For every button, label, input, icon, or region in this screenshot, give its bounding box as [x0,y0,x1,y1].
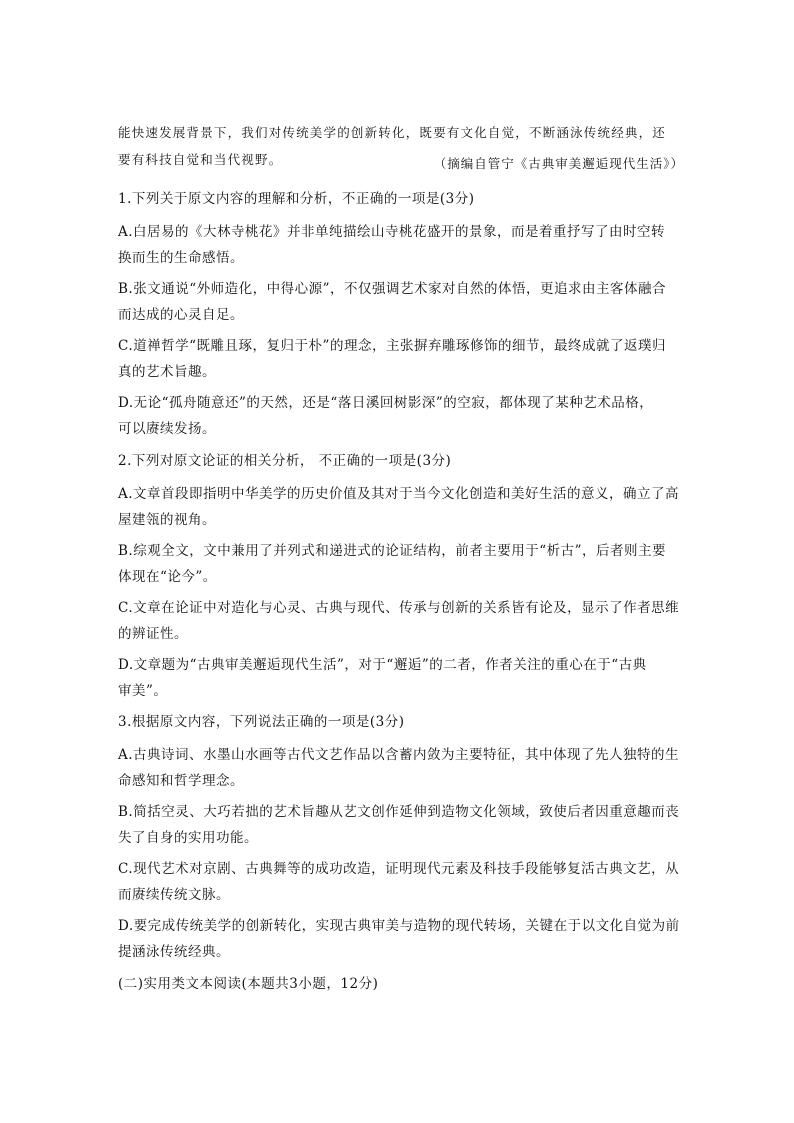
source-citation: （摘编自管宁《古典审美邂逅现代生活》） [433,156,684,171]
question-3-option-a [118,742,678,794]
question-1-option-a [118,219,678,271]
option-line: 而赓续传统文脉。 [118,887,230,903]
question-3-option-c [118,856,678,908]
question-3-option-b [118,799,678,851]
option-line: D.无论“孤舟随意还”的天然，还是“落日溪回树影深”的空寂，都体现了某种艺术品格， [118,395,654,411]
option-line: B.综观全文，文中兼用了并列式和递进式的论证结构，前者主要用于“析古”，后者则主要 [118,543,667,559]
question-2-option-b [118,538,678,590]
question-1-option-d [118,390,678,442]
option-line: 命感知和哲学理念。 [118,773,244,789]
option-line: 体现在“论今”。 [118,569,217,585]
intro-line-1: 能快速发展背景下，我们对传统美学的创新转化，既要有文化自觉，不断涵泳传统经典，还 [118,125,667,140]
option-line: C.道禅哲学“既雕且琢，复归于朴”的理念，主张摒弃雕琢修饰的细节，最终成就了返璞归 [118,338,666,354]
option-line: 可以赓续发扬。 [118,421,216,437]
option-line: 的辨证性。 [118,626,188,642]
question-2-option-c [118,595,678,647]
question-3-stem [118,709,678,735]
intro-line-2: 要有科技自觉和当代视野。 [118,152,283,167]
question-2-stem-text: 2.下列对原文论证的相关分析， 不正确的一项是(3分) [118,453,452,469]
exam-page [118,0,684,1123]
option-line: D.文章题为“古典审美邂逅现代生活”，对于“邂逅”的二者，作者关注的重心在于“古典 [118,657,647,673]
option-line: D.要完成传统美学的创新转化，实现古典审美与造物的现代转场，关键在于以文化自觉为前 [118,918,680,934]
option-line: A.白居易的《大林寺桃花》并非单纯描绘山寺桃花盛开的景象，而是着重抒写了由时空转 [118,224,666,240]
question-3-stem-text: 3.根据原文内容，下列说法正确的一项是(3分) [118,714,405,730]
option-line: A.文章首段即指明中华美学的历史价值及其对于当今文化创造和美好生活的意义，确立了高 [118,486,680,502]
option-line: 真的艺术旨趣。 [118,364,216,380]
option-line: 审美”。 [118,683,168,699]
question-2-stem [118,448,678,474]
question-2-option-a [118,481,678,533]
question-1-option-b [118,276,678,328]
option-line: 换而生的生命感悟。 [118,250,244,266]
option-line: 屋建瓴的视角。 [118,512,216,528]
question-1-stem-text: 1.下列关于原文内容的理解和分析，不正确的一项是(3分) [118,191,475,207]
question-1-option-c [118,333,678,385]
option-line: C.文章在论证中对造化与心灵、古典与现代、传承与创新的关系皆有论及，显示了作者思维 [118,600,680,616]
option-line: 失了自身的实用功能。 [118,830,258,846]
option-line: B.简括空灵、大巧若拙的艺术旨趣从艺文创作延伸到造物文化领域，致使后者因重意趣而丧 [118,804,680,820]
option-line: 提涵泳传统经典。 [118,944,230,960]
option-line: 而达成的心灵自足。 [118,307,244,323]
question-2-option-d [118,652,678,704]
option-line: A.古典诗词、水墨山水画等古代文艺作品以含蓄内敛为主要特征，其中体现了先人独特的生 [118,747,680,763]
option-line: C.现代艺术对京剧、古典舞等的成功改造，证明现代元素及科技手段能够复活古典文艺，从 [118,861,680,877]
section-heading-text: (二)实用类文本阅读(本题共3小题，12分) [118,976,379,992]
question-1-stem [118,186,678,212]
option-line: B.张文通说“外师造化，中得心源”，不仅强调艺术家对自然的体悟，更追求由主客体融合 [118,281,667,297]
section-heading [118,971,678,997]
question-3-option-d [118,913,678,965]
